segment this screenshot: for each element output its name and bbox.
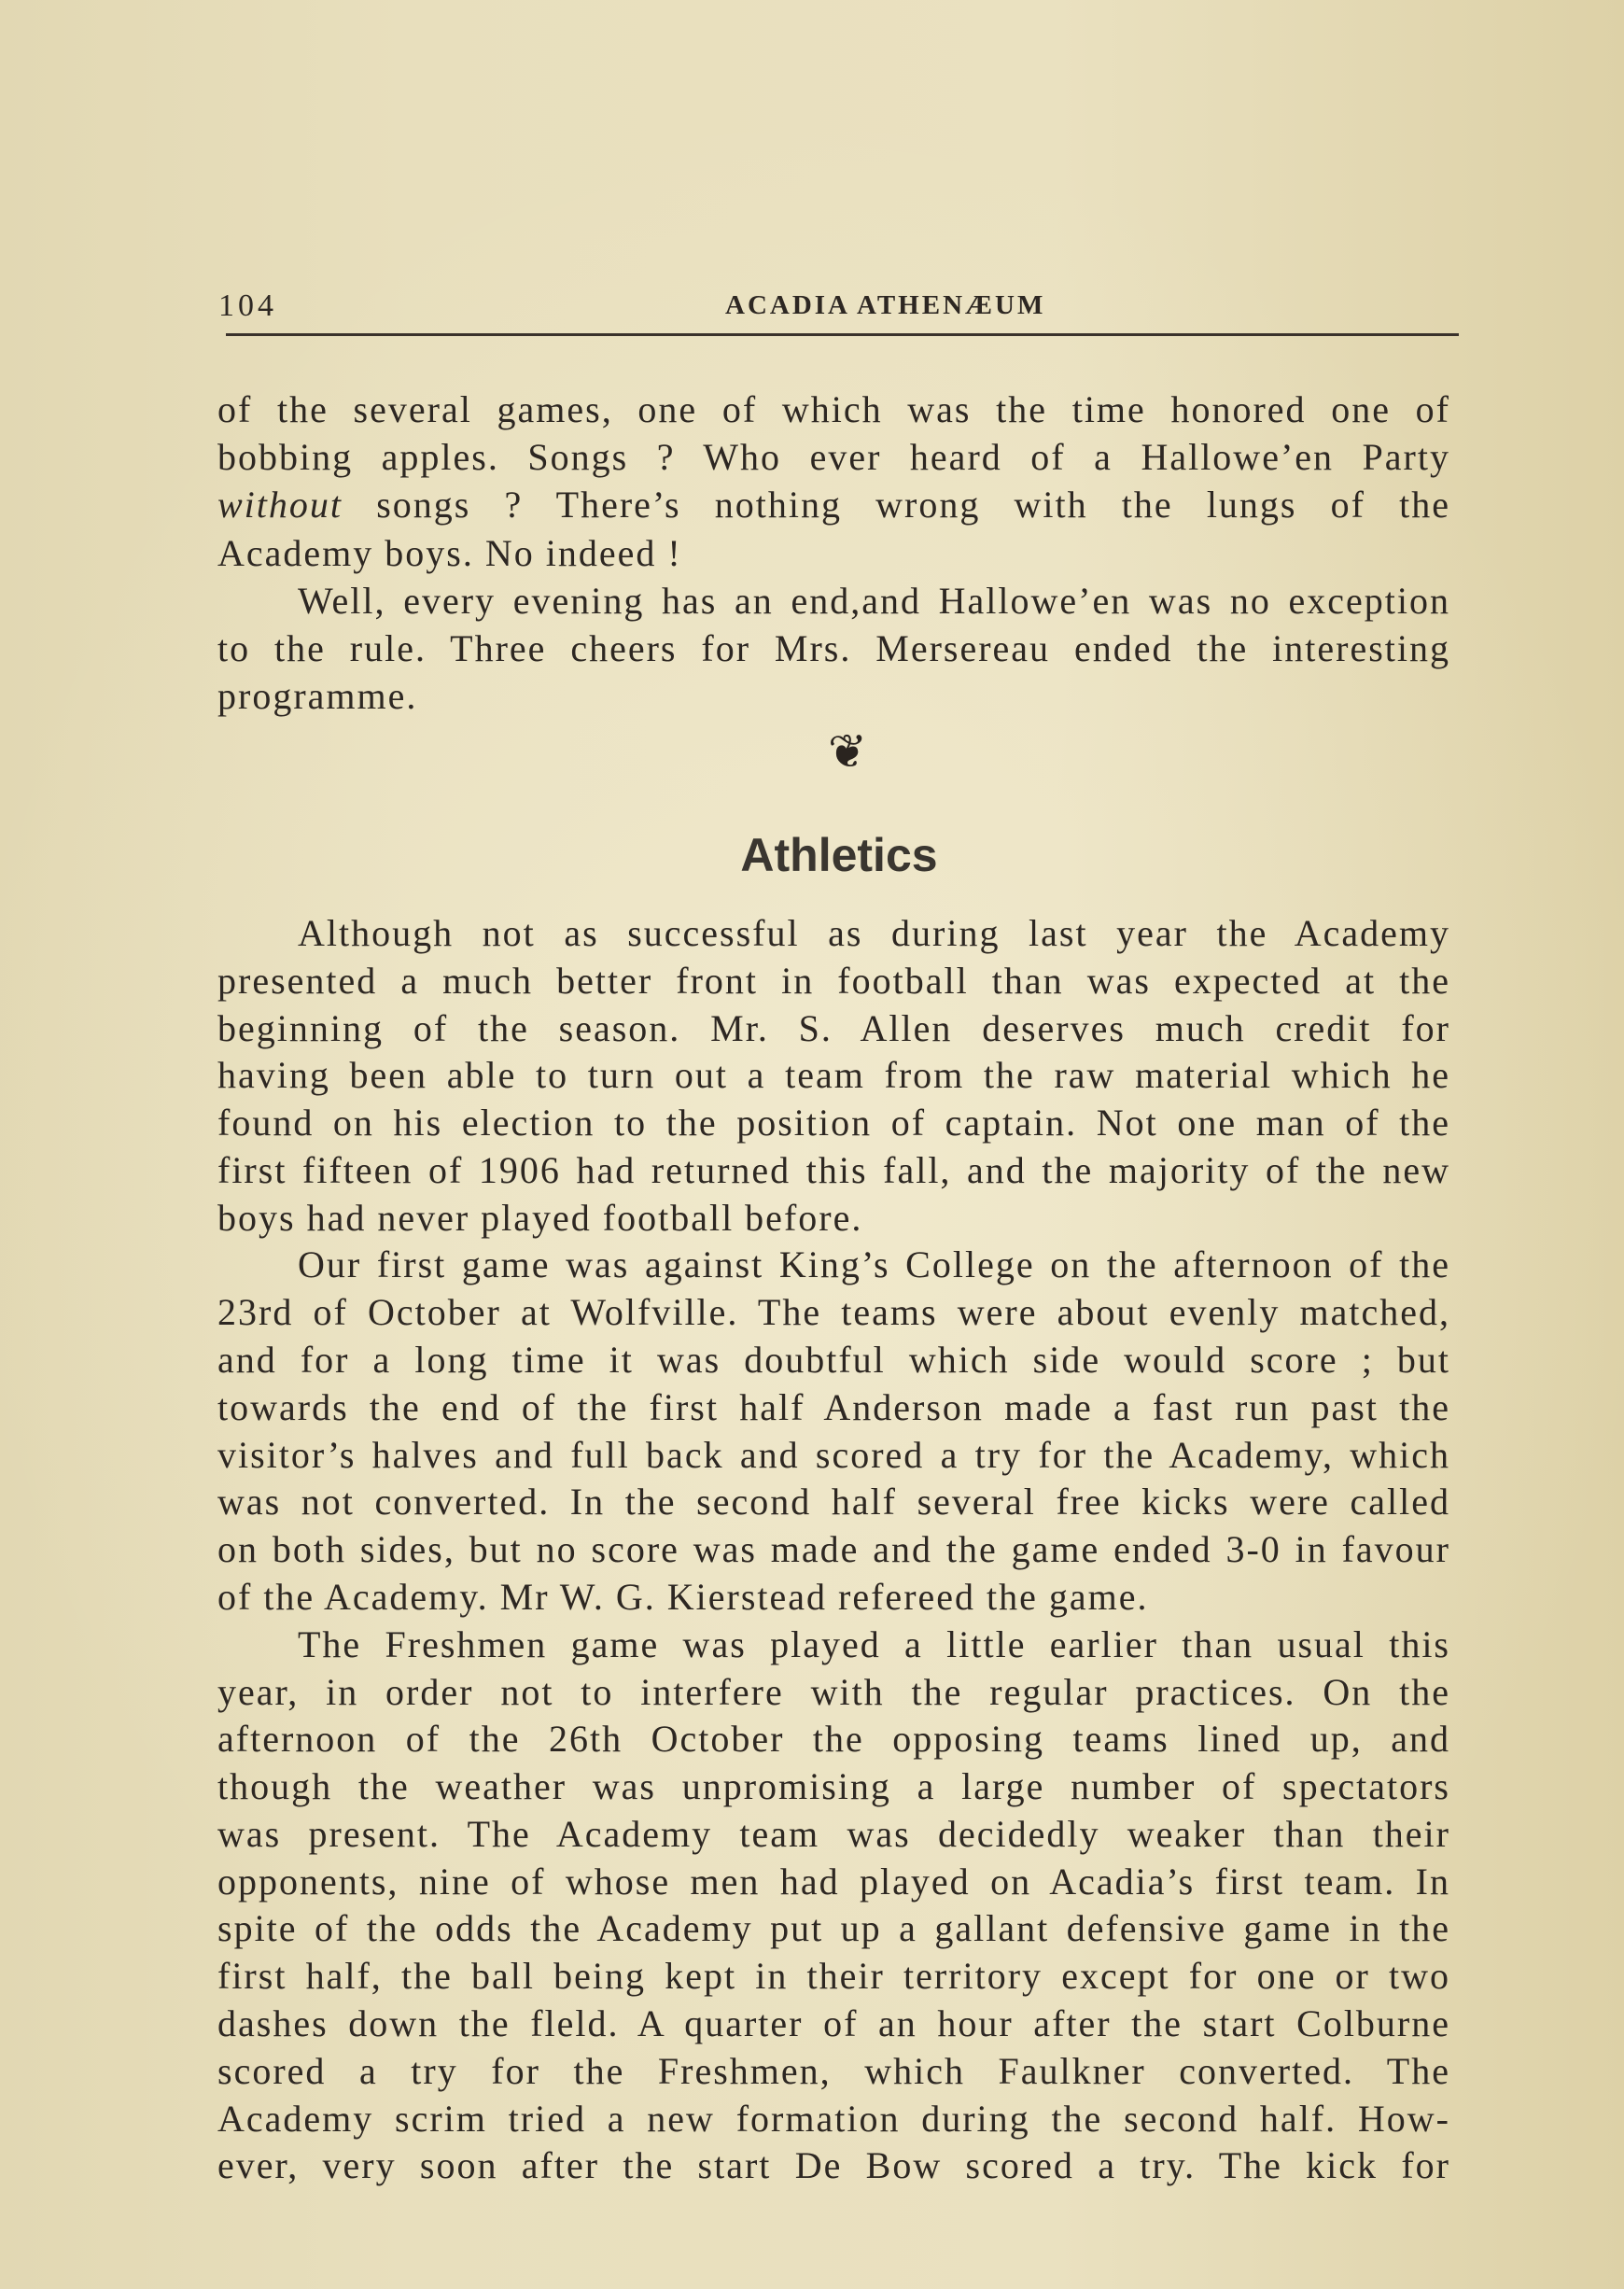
text-line: 23rd of October at Wolfville. The teams were about evenly matched, — [217, 1291, 1450, 1334]
emphasized-text: without — [217, 484, 343, 527]
text-line: programme. — [217, 675, 418, 718]
text-line: towards the end of the first half Anderson made a fast run past the — [217, 1385, 1450, 1428]
text-line: first fifteen of 1906 had returned this fall, and the majority of the new — [217, 1148, 1450, 1191]
text-line: was present. The Academy team was decidedly weaker than their — [217, 1812, 1450, 1855]
paragraph — [217, 910, 1450, 1242]
text-line — [217, 481, 1450, 528]
text-line: bobbing apples. Songs ? Who ever heard of a Hallowe’en Party — [217, 436, 1450, 479]
text-line: first half, the ball being kept in their territory except for one or two — [217, 1955, 1450, 1998]
text-line: Academy scrim tried a new formation during the second half. How- — [217, 2097, 1450, 2140]
text-line: dashes down the fleld. A quarter of an hour after the start Colburne — [217, 2001, 1450, 2044]
paragraph — [217, 1242, 1450, 1621]
text-line: to the rule. Three cheers for Mrs. Mersereau ended the interesting — [217, 626, 1450, 669]
text-line: Academy boys. No indeed ! — [217, 531, 682, 574]
text-line: ever, very soon after the start De Bow scored a try. The kick for — [217, 2144, 1450, 2187]
text-line: on both sides, but no score was made and the game ended 3-0 in favour — [217, 1528, 1450, 1571]
text-line: opponents, nine of whose men had played on Acadia’s first team. In — [217, 1860, 1450, 1903]
text-line: having been able to turn out a team from the raw material which he — [217, 1054, 1450, 1097]
paragraph — [217, 577, 1450, 721]
text-line: Our first game was against King’s College on the afternoon of the — [298, 1243, 1450, 1286]
continued-text-section — [217, 386, 1450, 720]
running-title: ACADIA ATHENÆUM — [725, 290, 1046, 320]
text-line: beginning of the season. Mr. S. Allen deserves much credit for — [217, 1006, 1450, 1049]
section-heading: Athletics — [740, 829, 938, 881]
fleuron-ornament-icon: ❦ — [828, 724, 867, 779]
text-line: and for a long time it was doubtful which side would score ; but — [217, 1339, 1450, 1382]
text-line: though the weather was unpromising a large number of spectators — [217, 1765, 1450, 1808]
text-line: of the Academy. Mr W. G. Kierstead refereed the game. — [217, 1575, 1149, 1618]
page-number: 104 — [218, 288, 277, 323]
text-line: year, in order not to interfere with the regular practices. On the — [217, 1670, 1450, 1713]
paragraph — [217, 386, 1450, 577]
text-line: afternoon of the 26th October the opposing teams lined up, and — [217, 1718, 1450, 1761]
header-rule — [226, 333, 1459, 336]
text-segment: songs ? There’s nothing wrong with the lungs of the — [343, 484, 1450, 527]
athletics-section-body — [217, 910, 1450, 2190]
text-line: was not converted. In the second half several free kicks were called — [217, 1481, 1450, 1524]
text-line: of the several games, one of which was the time honored one of — [217, 388, 1450, 430]
text-line: Well, every evening has an end,and Hallowe’en was no exception — [298, 579, 1450, 622]
text-line: found on his election to the position of captain. Not one man of the — [217, 1102, 1450, 1144]
text-line: presented a much better front in football than was expected at the — [217, 959, 1450, 1002]
text-line: spite of the odds the Academy put up a gallant defensive game in the — [217, 1907, 1450, 1950]
text-line: boys had never played football before. — [217, 1196, 863, 1239]
text-line: Although not as successful as during last year the Academy — [298, 912, 1450, 954]
paragraph — [217, 1622, 1450, 2190]
text-line: The Freshmen game was played a little earlier than usual this — [298, 1622, 1450, 1665]
text-line: visitor’s halves and full back and scored a try for the Academy, which — [217, 1433, 1450, 1476]
text-line: scored a try for the Freshmen, which Faulkner converted. The — [217, 2049, 1450, 2092]
